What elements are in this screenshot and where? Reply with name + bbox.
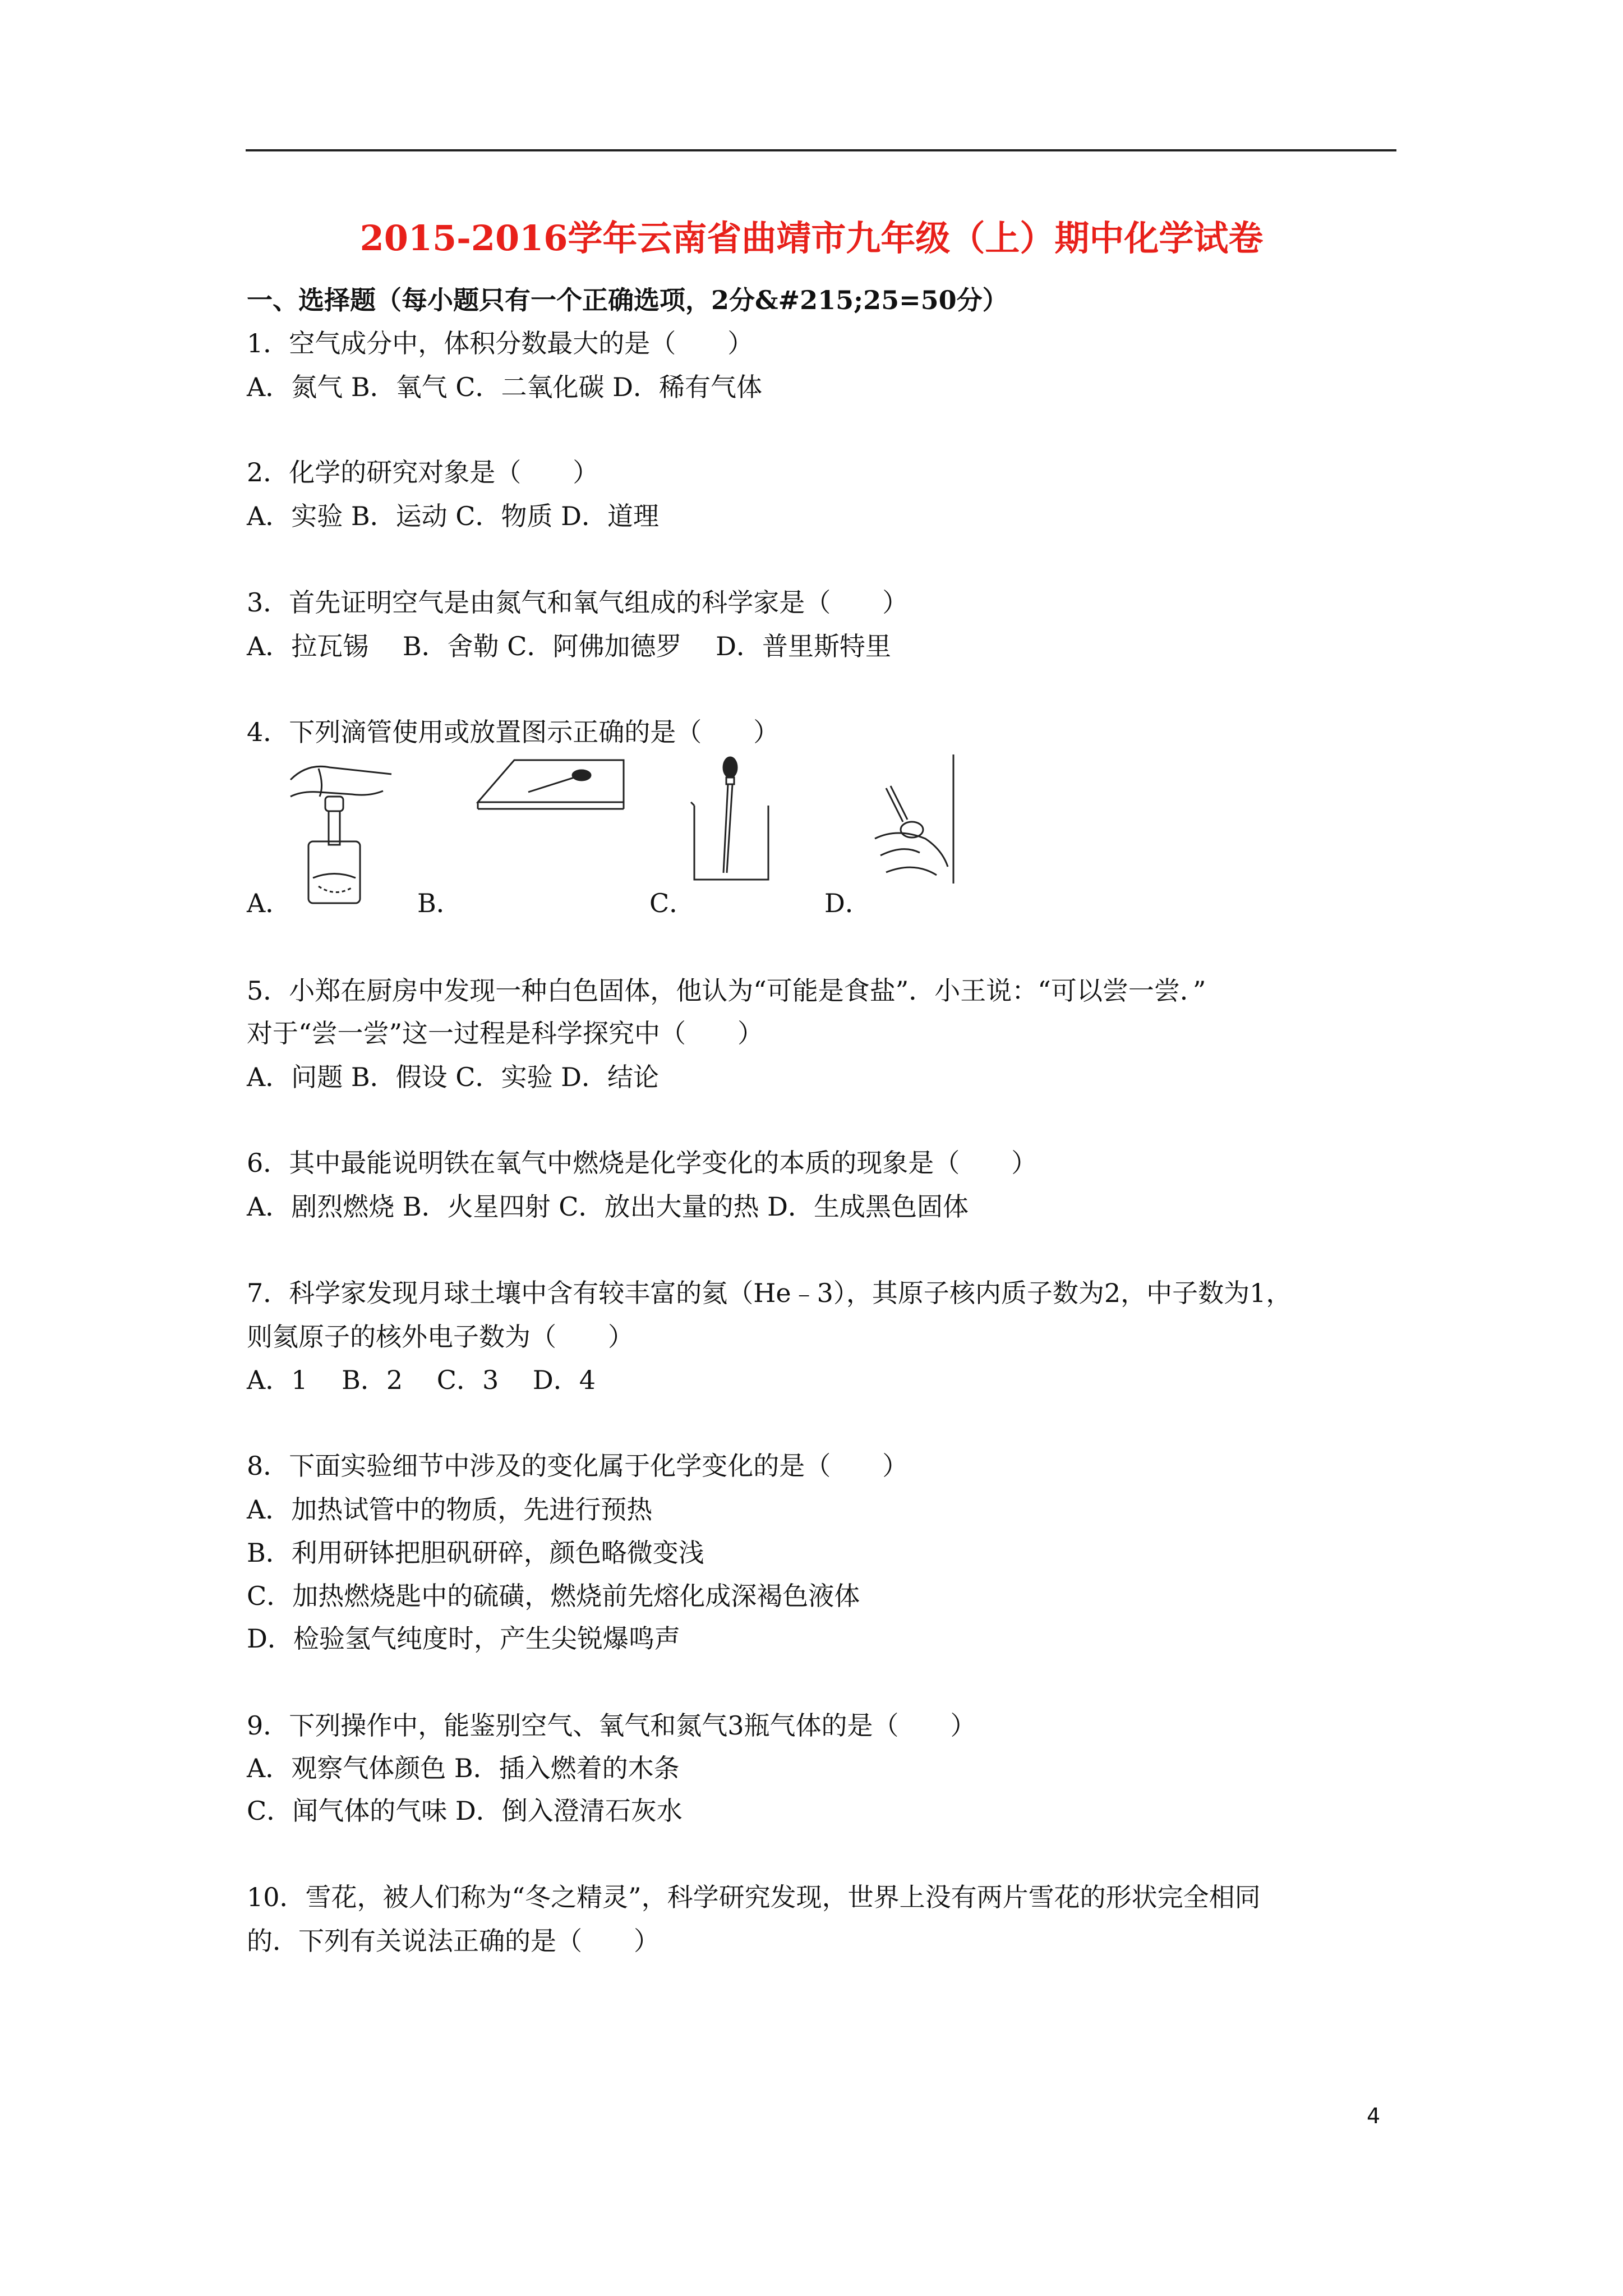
question-10-stem-line-2: 的．下列有关说法正确的是（ ）	[247, 1926, 660, 1956]
question-8-option-c: C．加热燃烧匙中的硫磺，燃烧前先熔化成深褐色液体	[247, 1581, 860, 1611]
question-6-options: A．剧烈燃烧 B．火星四射 C．放出大量的热 D．生成黑色固体	[247, 1191, 969, 1222]
question-1-options: A．氮气 B．氧气 C．二氧化碳 D．稀有气体	[247, 372, 762, 402]
question-7-stem-line-1: 7．科学家发现月球土壤中含有较丰富的氦（He﹣3），其原子核内质子数为2，中子数为1，	[247, 1278, 1292, 1308]
question-2-options: A．实验 B．运动 C．物质 D．道理	[247, 501, 659, 531]
page-number: 4	[1367, 2104, 1381, 2128]
figure-d-dropper-inverted	[864, 754, 959, 884]
question-1-stem: 1．空气成分中，体积分数最大的是（ ）	[247, 328, 754, 358]
figure-b-label: B．	[417, 888, 462, 918]
question-4-stem: 4．下列滴管使用或放置图示正确的是（ ）	[247, 717, 780, 747]
question-10-stem-line-1: 10．雪花，被人们称为“冬之精灵”，科学研究发现，世界上没有两片雪花的形状完全相同	[247, 1882, 1261, 1912]
question-3-options: A．拉瓦锡 B．舍勒 C．阿佛加德罗 D．普里斯特里	[247, 631, 891, 661]
question-9-options-cd: C．闻气体的气味 D．倒入澄清石灰水	[247, 1796, 683, 1826]
question-5-stem-line-2: 对于“尝一尝”这一过程是科学探究中（ ）	[247, 1018, 764, 1048]
question-6-stem: 6．其中最能说明铁在氧气中燃烧是化学变化的本质的现象是（ ）	[247, 1148, 1038, 1178]
header-rule	[246, 149, 1396, 151]
question-8-stem: 8．下面实验细节中涉及的变化属于化学变化的是（ ）	[247, 1451, 909, 1481]
question-8-option-d: D．检验氢气纯度时，产生尖锐爆鸣声	[247, 1623, 680, 1654]
figure-c-dropper-in-beaker	[690, 755, 774, 884]
question-3-stem: 3．首先证明空气是由氮气和氧气组成的科学家是（ ）	[247, 587, 909, 618]
question-2-stem: 2．化学的研究对象是（ ）	[247, 457, 599, 487]
figure-a-dropper-in-bottle	[285, 757, 397, 909]
question-5-options: A．问题 B．假设 C．实验 D．结论	[247, 1062, 659, 1092]
question-7-stem-line-2: 则氦原子的核外电子数为（ ）	[247, 1322, 634, 1352]
exam-title: 2015-2016学年云南省曲靖市九年级（上）期中化学试卷	[359, 218, 1264, 259]
question-8-option-b: B．利用研钵把胆矾研碎，颜色略微变浅	[247, 1538, 704, 1568]
question-9-stem: 9．下列操作中，能鉴别空气、氧气和氮气3瓶气体的是（ ）	[247, 1710, 976, 1741]
question-8-option-a: A．加热试管中的物质，先进行预热	[247, 1494, 653, 1525]
question-9-options-ab: A．观察气体颜色 B．插入燃着的木条	[247, 1753, 680, 1783]
figure-a-label: A．	[247, 888, 292, 918]
figure-d-label: D．	[824, 888, 871, 918]
question-7-options: A．1 B．2 C．3 D．4	[247, 1365, 596, 1395]
section-heading: 一、选择题（每小题只有一个正确选项，2分&#215;25=50分）	[247, 285, 1008, 315]
figure-b-dropper-on-table	[461, 752, 629, 813]
question-5-stem-line-1: 5．小郑在厨房中发现一种白色固体，他认为“可能是食盐”．小王说：“可以尝一尝．”	[247, 976, 1206, 1006]
figure-c-label: C．	[649, 888, 695, 918]
